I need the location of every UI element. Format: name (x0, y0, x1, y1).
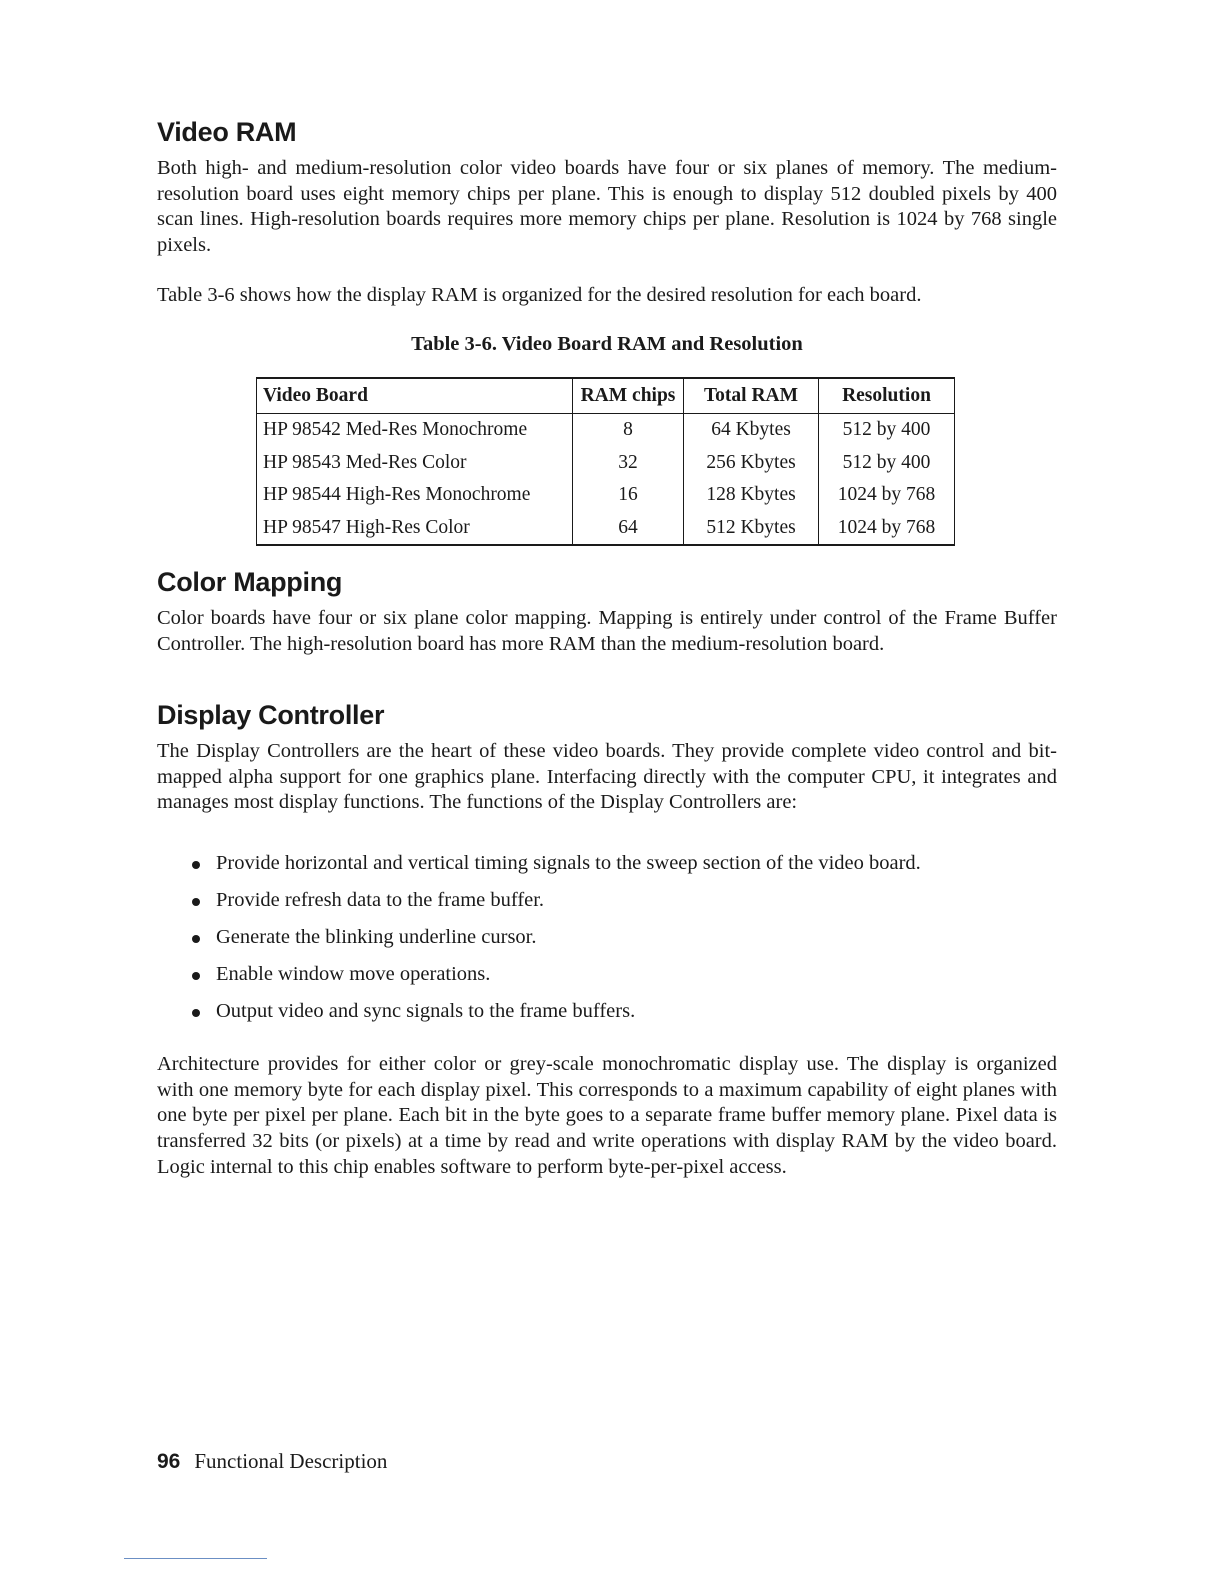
bullet-icon (192, 898, 200, 906)
table-cell: 16 (573, 479, 684, 512)
bullet-icon (192, 972, 200, 980)
paragraph-color-mapping (157, 606, 1057, 657)
table-row (257, 447, 955, 480)
footer-rule (124, 1558, 267, 1559)
page-footer (157, 1449, 387, 1474)
list-item-text: Generate the blinking underline cursor. (216, 925, 537, 948)
bullet-icon (192, 861, 200, 869)
table-cell: 32 (573, 447, 684, 480)
table-row (257, 479, 955, 512)
paragraph-display-controller (157, 739, 1057, 816)
table-cell: 64 (573, 512, 684, 546)
table-row (257, 512, 955, 546)
table-cell: HP 98543 Med-Res Color (257, 447, 573, 480)
video-board-table (256, 377, 955, 546)
paragraph-table-reference (157, 283, 1057, 309)
list-item-text: Provide refresh data to the frame buffer. (216, 888, 545, 911)
table-cell: 1024 by 768 (819, 512, 955, 546)
table-caption: Table 3-6. Video Board RAM and Resolution (411, 333, 803, 355)
table-cell: 1024 by 768 (819, 479, 955, 512)
table-cell: HP 98544 High-Res Monochrome (257, 479, 573, 512)
list-item-text: Enable window move operations. (216, 962, 491, 985)
heading-display-controller: Display Controller (157, 700, 385, 730)
list-item (192, 851, 921, 877)
column-header: Resolution (819, 378, 955, 414)
table-cell: 64 Kbytes (684, 414, 819, 447)
column-header: Video Board (257, 378, 573, 414)
paragraph-architecture (157, 1052, 1057, 1181)
controller-functions-list (192, 851, 921, 1035)
table-cell: 8 (573, 414, 684, 447)
paragraph-text: Architecture provides for either color or grey-scale monochromatic display use. The display is organized with one memory byte for each display pixel. This corresponds to a maximum capability of eight planes with one byte per pixel per plane. Each bit in the byte goes to a separate frame buffer memory plane. Pixel data is transferred 32 bits (or pixels) at a time by read and write operations with display RAM by the video board. Logic internal to this chip enables software to perform byte-per-pixel access. (157, 1053, 1057, 1178)
list-item-text: Provide horizontal and vertical timing signals to the sweep section of the video board. (216, 852, 921, 874)
heading-color-mapping: Color Mapping (157, 567, 343, 597)
table-cell: 256 Kbytes (684, 447, 819, 480)
heading-video-ram: Video RAM (157, 117, 297, 147)
table-cell: 512 by 400 (819, 414, 955, 447)
list-item (192, 925, 921, 951)
table-cell: HP 98547 High-Res Color (257, 512, 573, 546)
table-cell: 128 Kbytes (684, 479, 819, 512)
column-header: Total RAM (684, 378, 819, 414)
page-number: 96 (157, 1450, 181, 1473)
list-item-text: Output video and sync signals to the frame buffers. (216, 999, 636, 1022)
table-cell: 512 Kbytes (684, 512, 819, 546)
table-row (257, 414, 955, 447)
table-header-row (257, 378, 955, 414)
paragraph-text: Both high- and medium-resolution color video boards have four or six planes of memory. The medium-resolution board uses eight memory chips per plane. This is enough to display 512 doubled pixels by 400 scan lines. High-resolution boards requires more memory chips per plane. Resolution is 1024 by 768 single pixels. (157, 157, 1057, 257)
bullet-icon (192, 1009, 200, 1017)
paragraph-text: Table 3-6 shows how the display RAM is organized for the desired resolution for each board. (157, 284, 922, 306)
column-header: RAM chips (573, 378, 684, 414)
footer-title: Functional Description (194, 1449, 388, 1473)
list-item (192, 999, 921, 1025)
paragraph-video-ram (157, 156, 1057, 259)
list-item (192, 962, 921, 988)
bullet-icon (192, 935, 200, 943)
table-cell: HP 98542 Med-Res Monochrome (257, 414, 573, 447)
paragraph-text: The Display Controllers are the heart of these video boards. They provide complete video control and bit-mapped alpha support for one graphics plane. Interfacing directly with the computer CPU, it integrates and manages most display functions. The functions of the Display Controllers are: (157, 740, 1057, 814)
paragraph-text: Color boards have four or six plane color mapping. Mapping is entirely under control of the Frame Buffer Controller. The high-resolution board has more RAM than the medium-resolution board. (157, 607, 1057, 655)
table-cell: 512 by 400 (819, 447, 955, 480)
list-item (192, 888, 921, 914)
